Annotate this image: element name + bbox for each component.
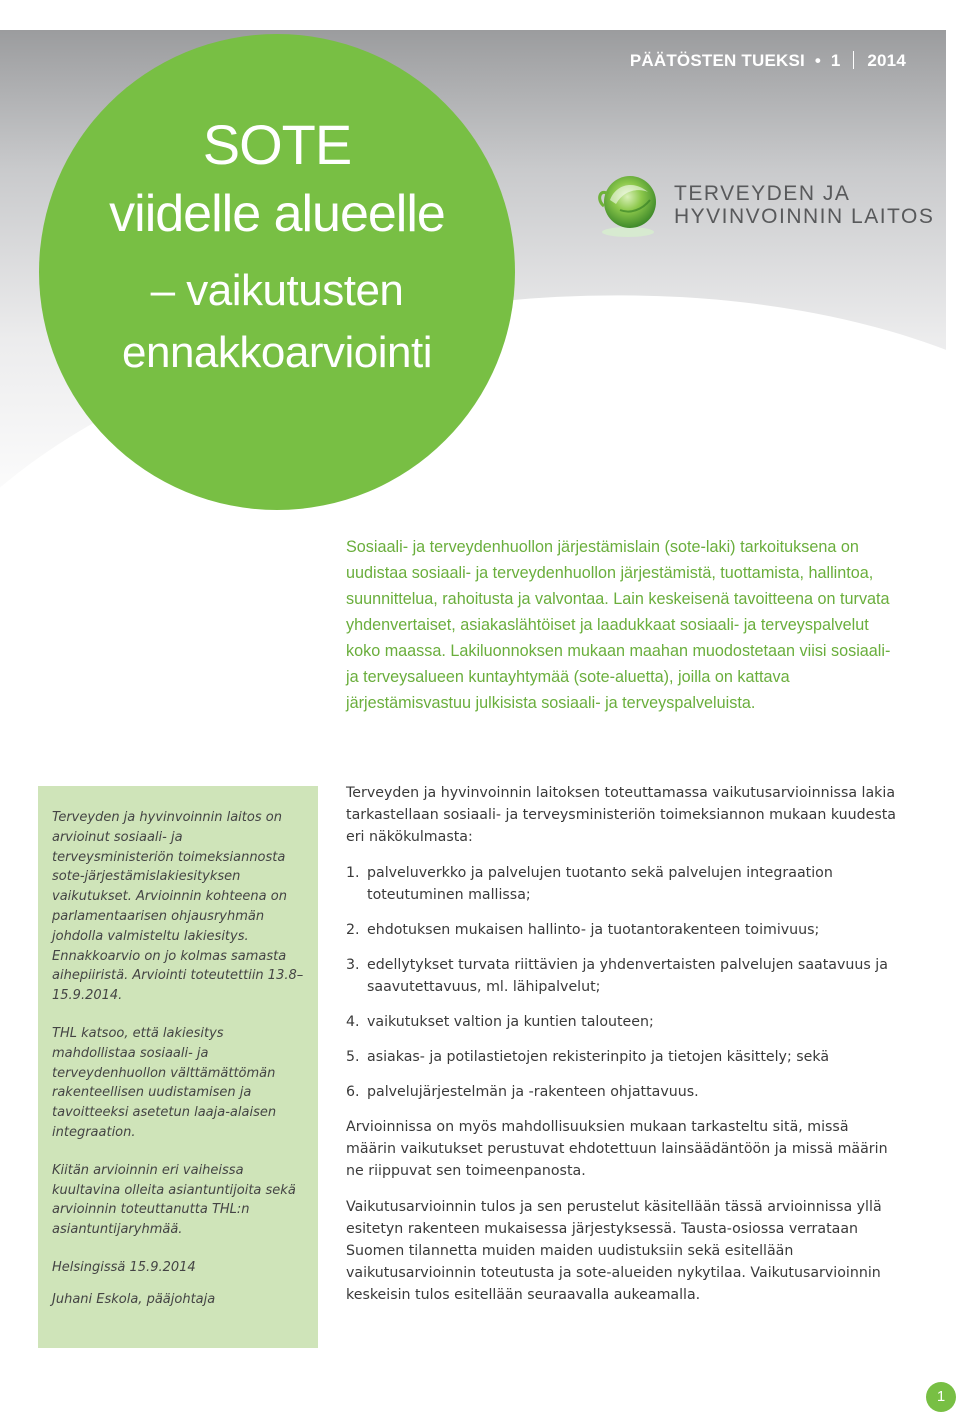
divider (853, 51, 854, 69)
signature: Juhani Eskola, pääjohtaja (52, 1291, 216, 1307)
page-title (39, 110, 515, 384)
title-line-2: viidelle alueelle (109, 185, 445, 243)
place-date: Helsingissä 15.9.2014 (52, 1259, 196, 1275)
list-item: 5. asiakas- ja potilastietojen rekisterinpito ja tietojen käsittely; sekä (346, 1049, 830, 1065)
list-item: 3. edellytykset turvata riittävien ja yhdenvertaisten palvelujen saatavuus ja saavutettavuus, ml. lähipalvelut; (346, 957, 888, 995)
title-line-1: SOTE (202, 113, 352, 176)
list-item: 2. ehdotuksen mukaisen hallinto- ja tuotantorakenteen toimivuus; (346, 922, 820, 938)
logo-line-2: HYVINVOINNIN LAITOS (674, 205, 935, 228)
list-item: 1. palveluverkko ja palvelujen tuotanto sekä palvelujen integraation toteutuminen mallissa; (346, 865, 833, 903)
bullet-separator: • (809, 51, 826, 70)
logo-line-1: TERVEYDEN JA (674, 182, 851, 205)
main-paragraph-2: Arvioinnissa on myös mahdollisuuksien mukaan tarkasteltu sitä, missä määrin vaikutukset perustuvat ehdotettuun lainsäädäntöön ja missä määrin ne riippuvat sen toimeenpanosta. (346, 1119, 888, 1179)
thl-logo (590, 170, 935, 240)
main-intro: Terveyden ja hyvinvoinnin laitoksen toteuttamassa vaikutusarvioinnissa lakia tarkastellaan sosiaali- ja terveysministeriön toimeksiannon mukaan kuudesta eri näkökulmasta: (346, 785, 896, 845)
issue-year: 2014 (867, 51, 906, 70)
lead-paragraph: Sosiaali- ja terveydenhuollon järjestämislain (sote-laki) tarkoituksena on uudistaa sosiaali- ja terveydenhuollon järjestämistä, tuottamista, hallintoa, suunnittelua, rahoitusta ja valvontaa. Lain keskeisenä tavoitteena on turvata yhdenvertaiset, asiakaslähtöiset ja laadukkaat sosiaali- ja terveyspalvelut koko maassa. Lakiluonnoksen mukaan maahan muodostetaan viisi sosiaali- ja terveysalueen kuntayhtymää (sote-aluetta), joilla on kattava järjestämisvastuu julkisista sosiaali- ja terveyspalveluista. (346, 538, 891, 712)
series-label (630, 51, 906, 71)
page-number: 1 (926, 1382, 956, 1412)
main-paragraph-3: Vaikutusarvioinnin tulos ja sen perustelut käsitellään tässä arvioinnissa yllä esitetyn rakenteen mukaisessa järjestyksessä. Tausta-osiossa verrataan Suomen tilannetta muiden maiden uudistuksiin sekä esitellään vaikutusarvioinnin toteutusta ja sote-alueiden nykytilaa. Vaikutusarvioinnin keskeisin tulos esitellään seuraavalla aukeamalla. (346, 1199, 882, 1303)
list-item: 6. palvelujärjestelmän ja -rakenteen ohjattavuus. (346, 1084, 699, 1100)
foreword-box (38, 786, 318, 1348)
perspective-list (346, 862, 896, 1103)
issue-number: 1 (830, 51, 841, 70)
series-name: PÄÄTÖSTEN TUEKSI (629, 51, 805, 70)
foreword-paragraph-3: Kiitän arvioinnin eri vaiheissa kuultavina olleita asiantuntijoita sekä arvioinnin toteuttanutta THL:n asiantuntijaryhmää. (52, 1162, 296, 1238)
foreword-paragraph-2: THL katsoo, että lakiesitys mahdollistaa sosiaali- ja terveydenhuollon välttämättömän rakenteellisen uudistamisen ja tavoitteeksi asetetun laaja-alaisen integraation. (52, 1025, 277, 1140)
title-line-3: – vaikutusten (150, 266, 404, 315)
list-item: 4. vaikutukset valtion ja kuntien talouteen; (346, 1014, 654, 1030)
main-column (346, 782, 896, 1320)
logo-text (674, 182, 934, 228)
foreword-paragraph-1: Terveyden ja hyvinvoinnin laitos on arvioinut sosiaali- ja terveysministeriön toimeksiannosta sote-järjestämislakiesityksen vaikutukset. Arvioinnin kohteena on parlamentaarisen ohjausryhmän johdolla valmisteltu lakiesitys. Ennakkoarvio on jo kolmas samasta aihepiiristä. Arviointi toteutettiin 13.8–15.9.2014. (52, 810, 304, 1004)
title-line-4: ennakkoarviointi (122, 328, 432, 377)
globe-logo-icon (590, 170, 670, 240)
